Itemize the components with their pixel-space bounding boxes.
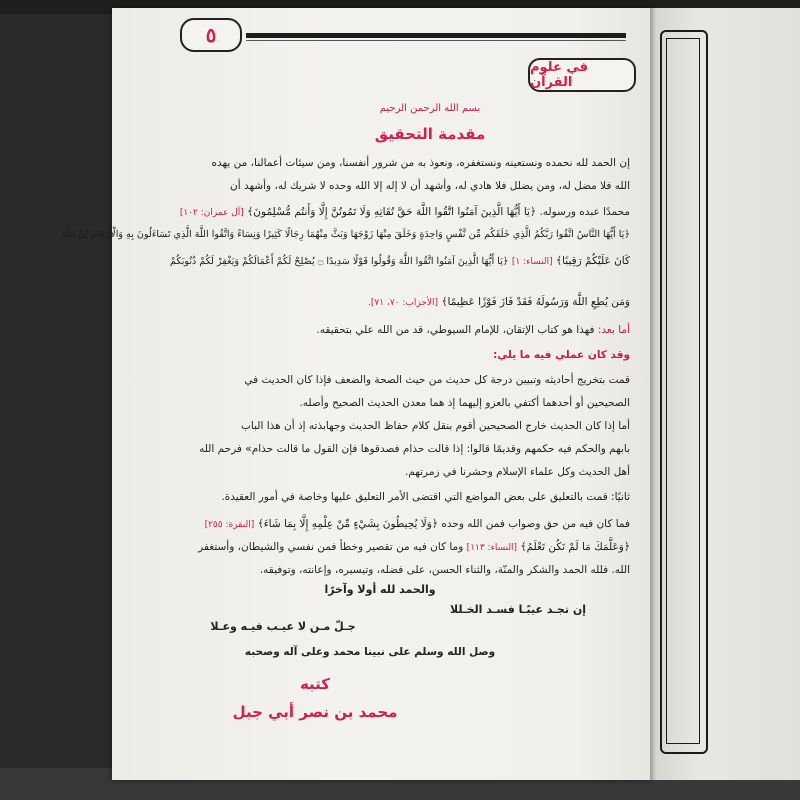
quran-verse: ﴿يَا أَيُّهَا الَّذِينَ آمَنُوا اتَّقُوا اللَّهَ حَقَّ تُقَاتِهِ وَلَا تَمُوتُنَّ إِلَّا وَأَنتُم مُّسْلِمُونَ﴾ <box>247 206 537 218</box>
quran-verse: وَمَن يُطِعِ اللَّهَ وَرَسُولَهُ فَقَدْ فَازَ فَوْزًا عَظِيمًا﴾ <box>441 296 630 308</box>
paragraph-line-16 <box>150 541 630 553</box>
quran-verse: ﴿وَعَلَّمَكَ مَا لَمْ تَكُن تَعْلَمُ﴾ <box>520 541 630 553</box>
basmala: بسم الله الرحمن الرحيم <box>379 103 481 114</box>
praise-line: والحمد لله أولا وآخرًا <box>324 583 436 596</box>
poem-verse-first-half: إن تجـد عيبًـا فسـد الخـللا <box>450 603 586 616</box>
paragraph-line-7 <box>150 324 630 336</box>
line-16-text: وما كان فيه من تقصير وخطأ فمن نفسي والشيطان، وأستغفر <box>198 541 464 553</box>
paragraph-line-13: أهل الحديث وكل علماء الإسلام وحشرنا في زمرتهم. <box>404 466 630 478</box>
book-page <box>61 8 652 780</box>
signature-name: محمد بن نصر أبي جبل <box>232 703 398 721</box>
signature-label: كتبه <box>299 675 331 693</box>
paragraph-line-6 <box>150 296 630 308</box>
header-rule-thin <box>246 40 626 41</box>
paragraph-line-2: الله فلا مضل له، ومن يضلل فلا هادي له، وأشهد أن لا إله إلا الله وحده لا شريك له، وأشهد أن <box>230 180 630 192</box>
subheading-work: وقد كان عملي فيه ما يلي: <box>493 349 630 361</box>
paragraph-line-1: إن الحمد لله نحمده ونستعينه ونستغفره، ونعوذ به من شرور أنفسنا، ومن سيئات أعمالنا، من يهده <box>211 157 630 169</box>
paragraph-line-15 <box>150 518 630 530</box>
paragraph-line-5 <box>150 255 630 267</box>
poem-verse-second-half: جـلّ مـن لا عيـب فيـه وعـلا <box>210 620 356 633</box>
quran-verse: ﴿يَا أَيُّهَا الَّذِينَ آمَنُوا اتَّقُوا اللَّهَ وَقُولُوا قَوْلًا سَدِيدًا ۝ يُصْلِحْ لَكُمْ أَعْمَالَكُمْ وَيَغْفِرْ لَكُمْ ذُنُوبَكُمْ <box>170 256 509 267</box>
line-7-text: فهذا هو كتاب الإتقان، للإمام السيوطي، قد من الله علي بتحقيقه. <box>316 324 595 336</box>
verse-reference: [النساء: ١١٣] <box>466 543 518 553</box>
verse-reference: [النساء: ١] <box>511 257 553 267</box>
amma-baad-label: أما بعد: <box>597 324 630 336</box>
running-title: في علوم القرآن <box>528 58 636 92</box>
paragraph-line-11: أما إذا كان الحديث خارج الصحيحين أقوم بنقل كلام حفاظ الحديث وجهابذته إذ أن هذا الباب <box>241 420 630 432</box>
line-3-text: محمدًا عبده ورسوله. <box>539 206 630 218</box>
header-rule <box>246 33 626 38</box>
paragraph-line-17: الله. فلله الحمد والشكر والمنّة، والثناء الحسن، على فضله، وتيسيره، وإعانته، وتوفيقه. <box>259 564 630 576</box>
section-heading: مقدمة التحقيق <box>374 125 486 143</box>
ornamental-border-inner <box>666 38 700 744</box>
paragraph-line-3 <box>150 206 630 218</box>
verse-reference: [الأحزاب: ٧٠، ٧١]. <box>368 298 439 308</box>
quran-verse: ﴿وَلَا يُحِيطُونَ بِشَيْءٍ مِّنْ عِلْمِهِ إِلَّا بِمَا شَاءَ﴾ <box>257 518 438 530</box>
line-15-text: فما كان فيه من حق وصواب فمن الله وحده <box>441 518 630 530</box>
closing-prayer: وصل الله وسلم على نبينا محمد وعلى آله وصحبه <box>244 646 496 658</box>
page-number: ٥ <box>180 18 242 52</box>
paragraph-line-14: ثانيًا: قمت بالتعليق على بعض المواضع التي اقتضى الأمر التعليق عليها وخاصة في أمور العقيدة. <box>221 491 630 503</box>
paragraph-line-9: قمت بتخريج أحاديثه وتبيين درجة كل حديث من حيث الصحة والضعف فإذا كان الحديث في <box>244 374 630 386</box>
verse-reference: [آل عمران: ١٠٢] <box>179 208 244 218</box>
quran-verse-end: كَانَ عَلَيْكُمْ رَقِيبًا﴾ <box>555 255 630 267</box>
paragraph-line-12: بابهم والحكم فيه حكمهم وقديمًا قالوا: إذا قالت حذام فصدقوها فإن القول ما قالت حذام» فرحم الله <box>199 443 630 455</box>
quran-verse-line-4: ﴿يَا أَيُّهَا النَّاسُ اتَّقُوا رَبَّكُمُ الَّذِي خَلَقَكُم مِّن نَّفْسٍ وَاحِدَةٍ وَخَلَقَ مِنْهَا زَوْجَهَا وَبَثَّ مِنْهُمَا رِجَالًا كَثِيرًا وَنِسَاءً وَاتَّقُوا اللَّهَ الَّذِي تَسَاءَلُونَ بِهِ وَالْأَرْحَامَ إِنَّ اللَّهَ <box>61 229 630 240</box>
verse-reference: [البقرة: ٢٥٥] <box>204 520 255 530</box>
paragraph-line-10: الصحيحين أو أحدهما أكتفي بالعزو إليهما إذ هما معدن الحديث الصحيح وأصله. <box>299 397 630 409</box>
